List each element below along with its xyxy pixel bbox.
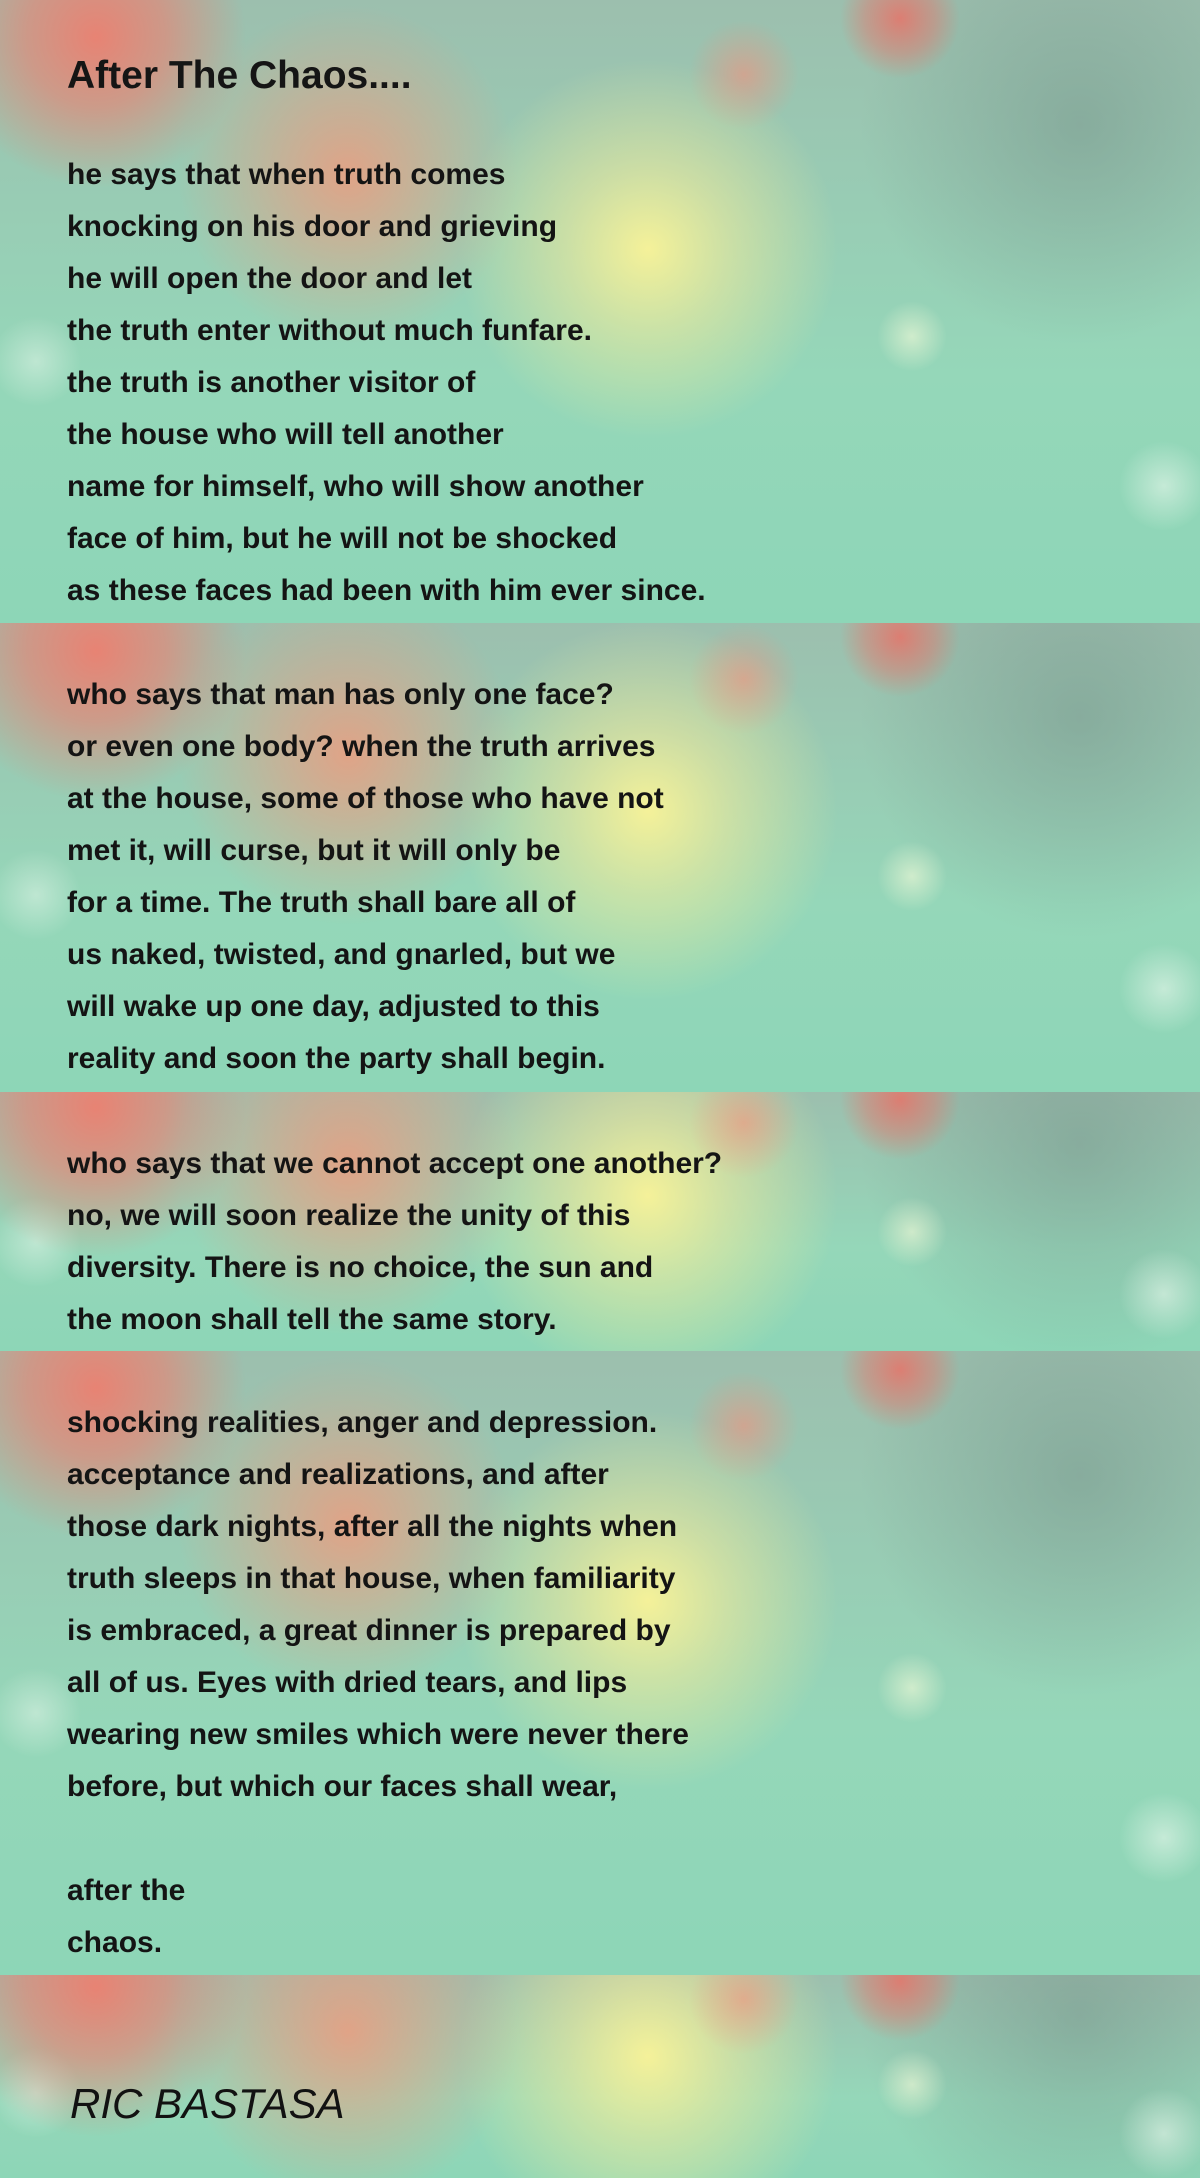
stanza-2 [67,669,664,1085]
poem-line: diversity. There is no choice, the sun and [67,1251,654,1284]
stanza-1 [67,149,706,617]
poem-line: those dark nights, after all the nights when [67,1510,678,1543]
poem-line: he says that when truth comes [67,158,506,191]
poem-line: shocking realities, anger and depression. [67,1406,658,1439]
poem-line: face of him, but he will not be shocked [67,522,618,555]
poem-line: acceptance and realizations, and after [67,1458,609,1491]
poem-line: for a time. The truth shall bare all of [67,886,576,919]
poem-line: met it, will curse, but it will only be [67,834,561,867]
poem-line: who says that we cannot accept one another? [67,1147,723,1180]
poem-line: wearing new smiles which were never there [67,1718,689,1751]
poem-line: name for himself, who will show another [67,470,644,503]
poem-line: will wake up one day, adjusted to this [67,990,600,1023]
poem-line: is embraced, a great dinner is prepared by [67,1614,671,1647]
poem-line: the house who will tell another [67,418,504,451]
stanza-5 [67,1865,185,1969]
poem-line: he will open the door and let [67,262,473,295]
poem-line: before, but which our faces shall wear, [67,1770,618,1803]
poem-title: After The Chaos.... [67,54,412,97]
poem-line: at the house, some of those who have not [67,782,664,815]
poem-line: the moon shall tell the same story. [67,1303,557,1336]
poem-line: the truth enter without much funfare. [67,314,592,347]
poem-line: who says that man has only one face? [67,678,614,711]
poem-line: truth sleeps in that house, when familiarity [67,1562,676,1595]
stanza-4 [67,1397,689,1813]
poem-line: reality and soon the party shall begin. [67,1042,606,1075]
poem-line: us naked, twisted, and gnarled, but we [67,938,616,971]
poem-line: as these faces had been with him ever since. [67,574,706,607]
poem-line: knocking on his door and grieving [67,210,558,243]
bokeh-background-band [0,1975,1200,2178]
poem-line: chaos. [67,1926,163,1959]
poem-line: no, we will soon realize the unity of this [67,1199,631,1232]
poem-author: RIC BASTASA [70,2080,345,2127]
poem-line: the truth is another visitor of [67,366,476,399]
poem-line: or even one body? when the truth arrives [67,730,656,763]
stanza-3 [67,1138,722,1346]
poem-line: all of us. Eyes with dried tears, and lips [67,1666,628,1699]
poem-line: after the [67,1874,186,1907]
